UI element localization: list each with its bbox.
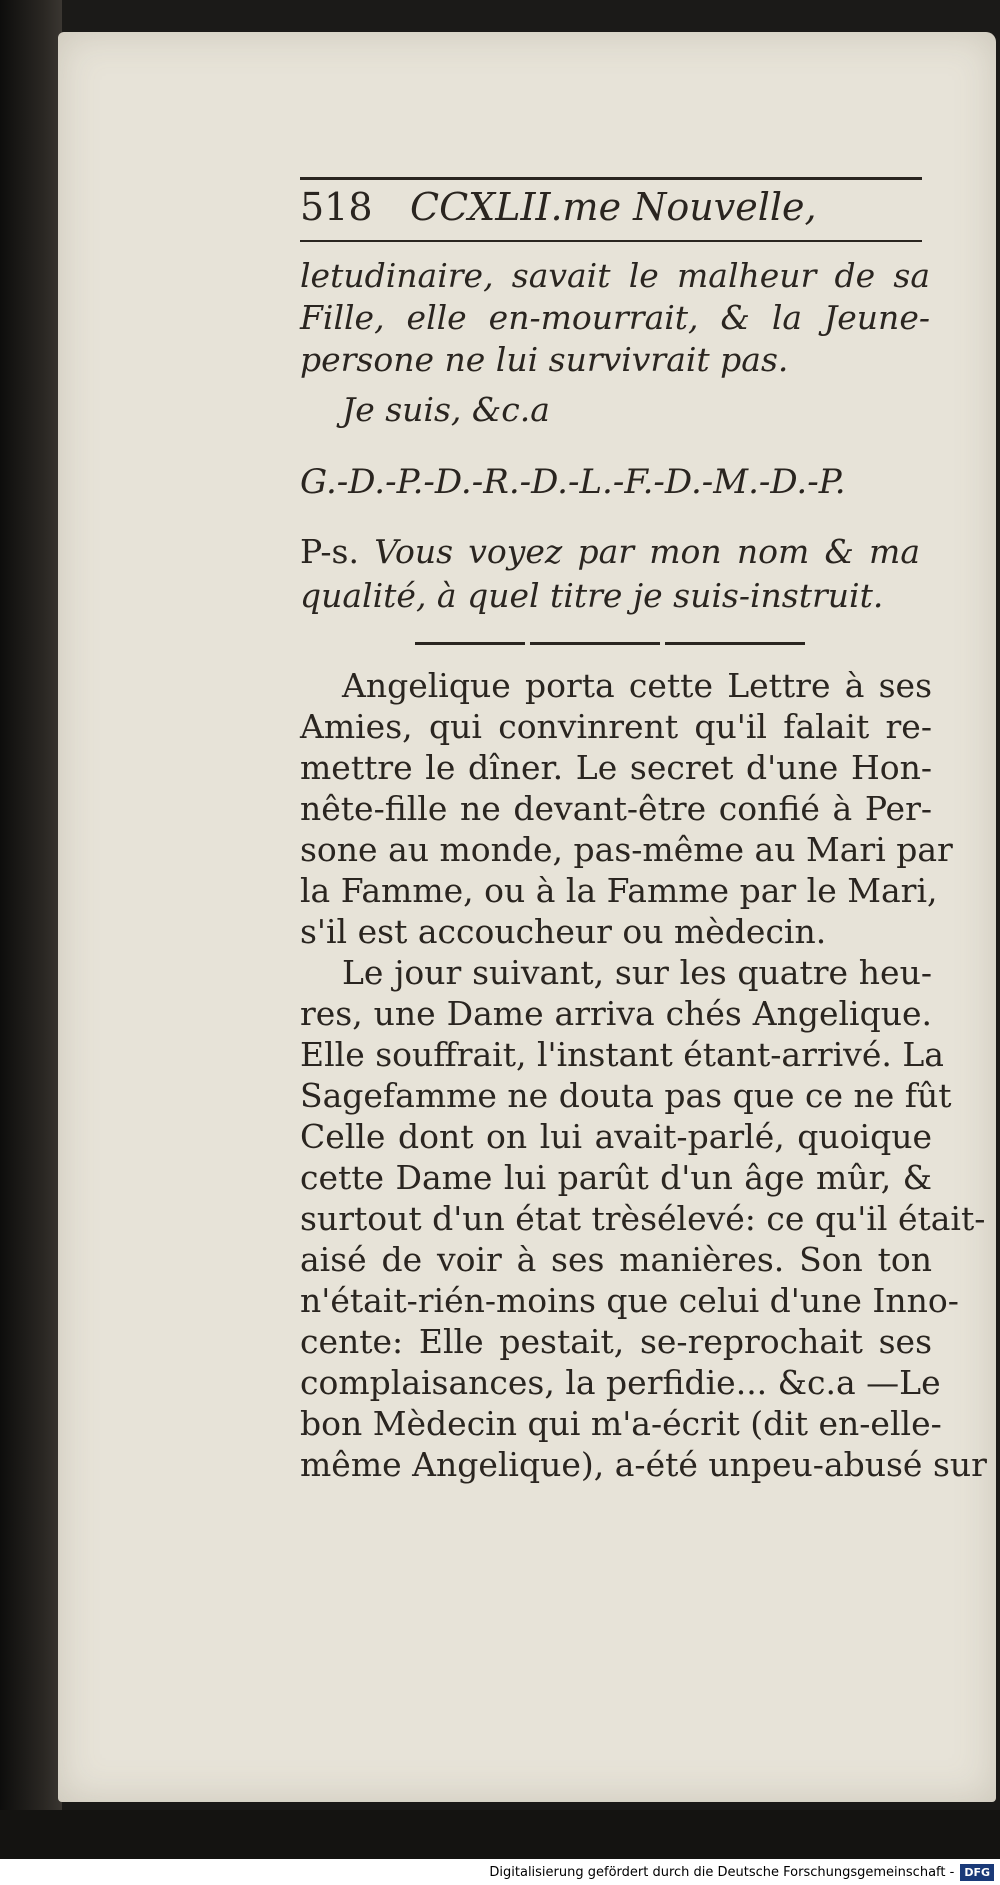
text-line: aisé de voir à ses manières. Son ton	[300, 1240, 932, 1279]
text-line: Sagefamme ne douta pas que ce ne fût	[300, 1076, 952, 1115]
text-line: cente: Elle pestait, se-reprochait ses	[300, 1322, 932, 1361]
text-line: la Famme, ou à la Famme par le Mari,	[300, 871, 938, 910]
dfg-logo: DFG	[960, 1864, 994, 1881]
page-number: 518	[300, 185, 373, 229]
text-line: letudinaire, savait le malheur de sa	[300, 256, 930, 295]
header-bottom-rule	[300, 240, 922, 242]
section-divider	[415, 642, 525, 645]
signature: G.-D.-P.-D.-R.-D.-L.-F.-D.-M.-D.-P.	[300, 462, 846, 502]
text-line: cette Dame lui parût d'un âge mûr, &	[300, 1158, 932, 1197]
text-line: mettre le dîner. Le secret d'une Hon-	[300, 748, 932, 787]
paragraph-1	[300, 665, 953, 952]
text-line: surtout d'un état trèsélevé: ce qu'il était-	[300, 1199, 986, 1238]
text-line: même Angelique), a-été unpeu-abusé sur	[300, 1445, 987, 1484]
letter-closing: Je suis, &c.a	[342, 390, 550, 429]
text-line: s'il est accoucheur ou mèdecin.	[300, 912, 827, 951]
text-line: bon Mèdecin qui m'a-écrit (dit en-elle-	[300, 1404, 942, 1443]
section-divider	[665, 642, 805, 645]
funding-notice: Digitalisierung gefördert durch die Deutsche Forschungsgemeinschaft -	[489, 1864, 955, 1880]
paragraph-2	[300, 952, 987, 1485]
text-line: Le jour suivant, sur les quatre heu-	[342, 953, 932, 992]
digitization-footer	[0, 1859, 1000, 1885]
text-line: Fille, elle en-mourrait, & la Jeune-	[300, 298, 930, 337]
letter-end	[300, 255, 930, 431]
header-top-rule	[300, 177, 922, 180]
text-line: Elle souffrait, l'instant étant-arrivé. La	[300, 1035, 944, 1074]
text-line: sone au monde, pas-même au Mari par	[300, 830, 953, 869]
section-divider	[530, 642, 660, 645]
text-line: Angelique porta cette Lettre à ses	[342, 666, 932, 705]
text-line: res, une Dame arriva chés Angelique.	[300, 994, 932, 1033]
text-line: Amies, qui convinrent qu'il falait re-	[300, 707, 932, 746]
text-line: n'était-rién-moins que celui d'une Inno-	[300, 1281, 959, 1320]
postscript	[300, 530, 920, 618]
ps-text: qualité, à quel titre je suis-instruit.	[300, 576, 884, 615]
running-title: CCXLII.me Nouvelle,	[410, 185, 817, 229]
text-line: nête-fille ne devant-être confié à Per-	[300, 789, 932, 828]
running-header	[300, 185, 922, 235]
text-line: persone ne lui survivrait pas.	[300, 340, 789, 379]
ps-label: P-s.	[300, 532, 359, 571]
book-binding-edge	[0, 0, 62, 1885]
text-line: complaisances, la perfidie... &c.a —Le	[300, 1363, 941, 1402]
text-line: Celle dont on lui avait-parlé, quoique	[300, 1117, 932, 1156]
ps-text: Vous voyez par mon nom & ma	[374, 532, 920, 571]
